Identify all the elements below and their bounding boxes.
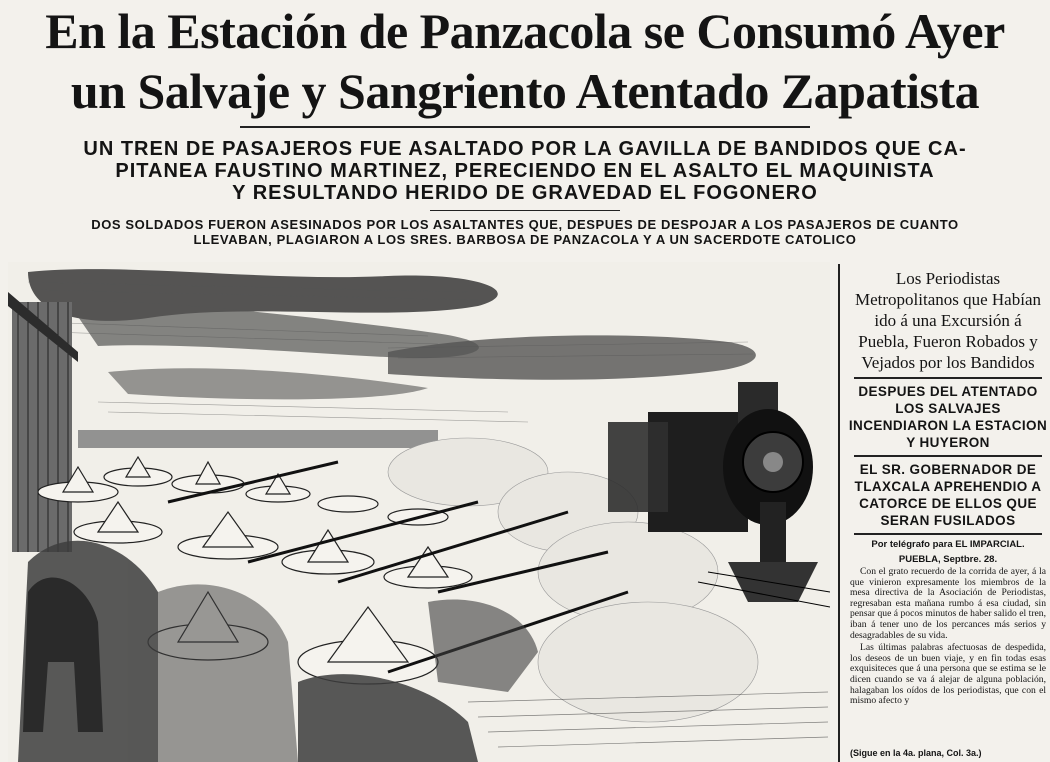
continuation-note: (Sigue en la 4a. plana, Col. 3a.) — [850, 748, 982, 758]
deck-rule — [430, 210, 620, 211]
dateline-place: PUEBLA, Septbre. 28. — [898, 554, 998, 565]
sidebar-divider-3 — [854, 533, 1042, 535]
sidebar-subhead-1: DESPUES DEL ATENTADO LOS SALVAJES INCENDIARON LA ESTACION Y HUYERON — [848, 384, 1048, 450]
distant-station — [78, 430, 438, 448]
sidebar-subhead-2: EL SR. GOBERNADOR DE TLAXCALA APREHENDIO A CATORCE DE ELLOS QUE SERAN FUSILADOS — [854, 462, 1042, 528]
station-building — [8, 292, 78, 552]
subdeck-line-1: DOS SOLDADOS FUERON ASESINADOS POR LOS ASALTANTES QUE, DESPUES DE DESPOJAR A LOS PASAJEROS DE CUANTO — [91, 217, 959, 232]
sidebar-column — [838, 264, 1050, 762]
engraving-scene — [8, 262, 830, 762]
article-paragraph-2: Las últimas palabras afectuosas de despedida, los deseos de un buen viaje, y en fin todas esas exquisiteces que á una persona que se estima se le dicen cuando se va á alejar de alguna población, halagaban los oídos de los periodistas, que con el mismo afecto y — [850, 642, 1046, 707]
sidebar-divider-2 — [854, 455, 1042, 457]
train-attack-illustration — [8, 262, 830, 762]
deck-line-2: PITANEA FAUSTINO MARTINEZ, PERECIENDO EN EL ASALTO EL MAQUINISTA — [115, 160, 935, 182]
headline-line-2: un Salvaje y Sangriento Atentado Zapatista — [70, 63, 980, 119]
deck-line-1: UN TREN DE PASAJEROS FUE ASALTADO POR LA GAVILLA DE BANDIDOS QUE CA- — [83, 138, 967, 160]
deck-line-3: Y RESULTANDO HERIDO DE GRAVEDAD EL FOGONERO — [232, 182, 818, 204]
sidebar-divider-1 — [854, 377, 1042, 379]
headline-rule — [240, 126, 810, 128]
headline-line-1: En la Estación de Panzacola se Consumó Ayer — [45, 3, 1005, 59]
dateline-source: Por telégrafo para EL IMPARCIAL. — [871, 539, 1025, 550]
subdeck-line-2: LLEVABAN, PLAGIARON A LOS SRES. BARBOSA DE PANZACOLA Y A UN SACERDOTE CATOLICO — [193, 232, 857, 247]
sidebar-headline: Los Periodistas Metropolitanos que Habían ido á una Excursión á Puebla, Fueron Robados y Vejados por los Bandidos — [854, 269, 1041, 372]
article-paragraph-1: Con el grato recuerdo de la corrida de ayer, á la que vinieron expresamente los miembros de la mesa directiva de la Asociación de Periodistas, regresaban esta mañana rumbo á esa ciudad, sin pensar que á pocos minutos de haber salido el tren, iban á tener uno de los percances más serios y desagradables de su vida. — [850, 566, 1046, 641]
